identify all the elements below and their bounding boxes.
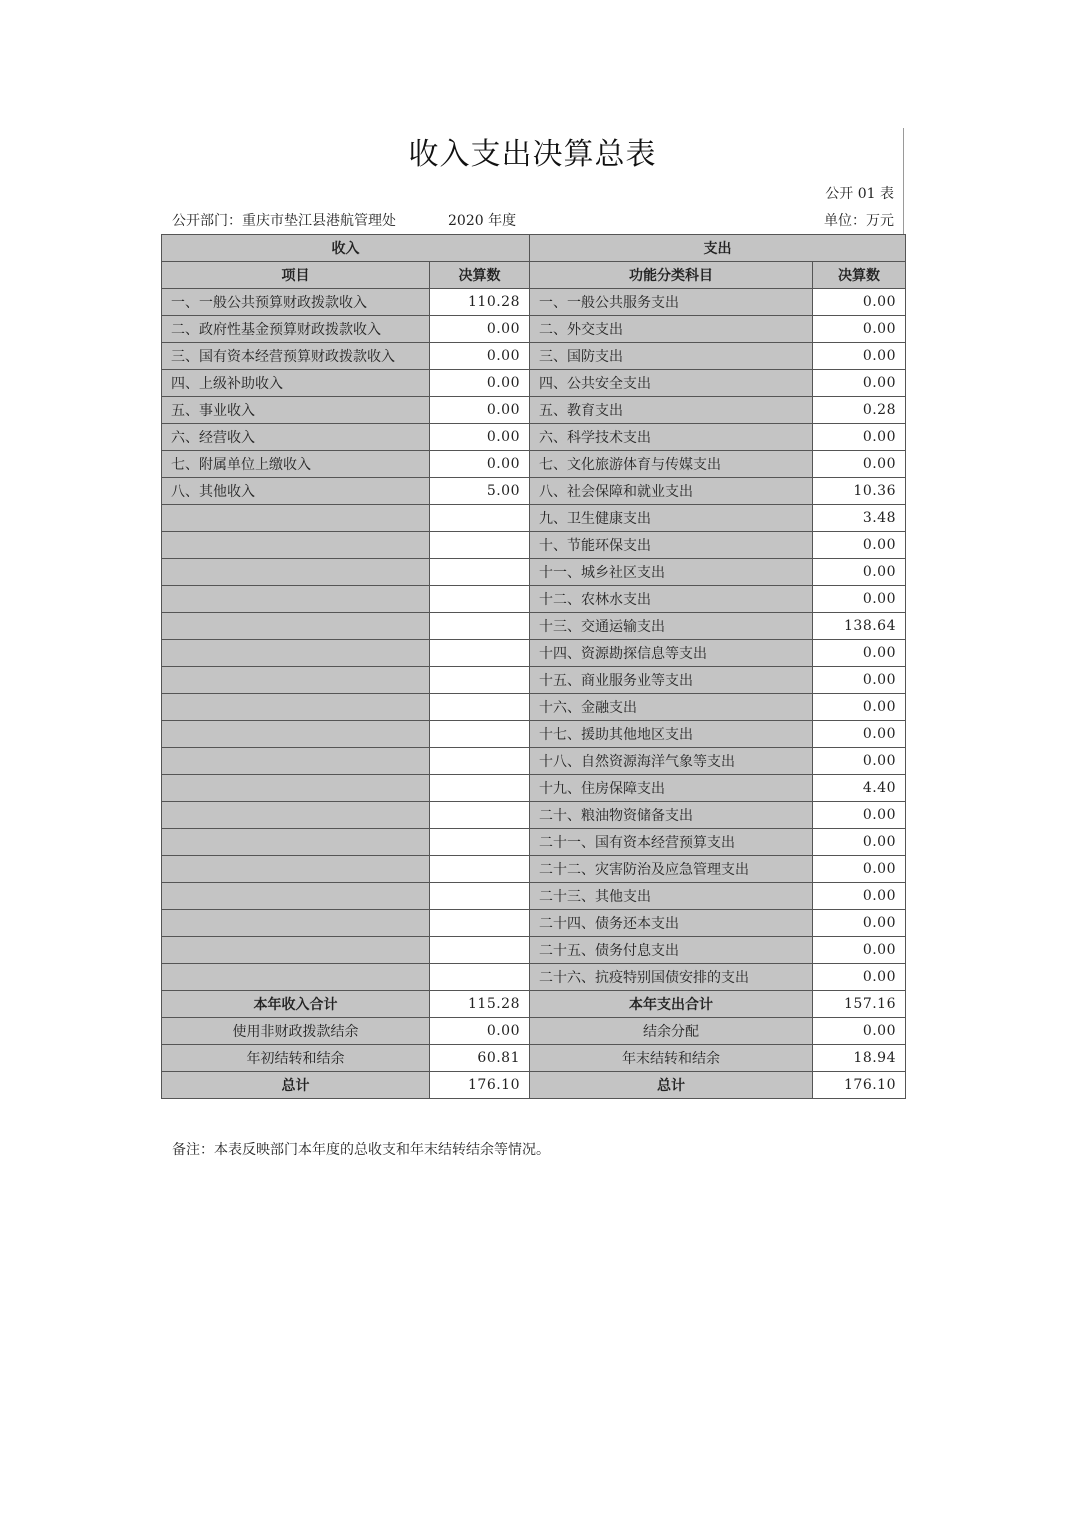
- income-item-cell: [162, 640, 430, 667]
- expense-amount-cell: 0.00: [813, 586, 906, 613]
- income-item-cell: [162, 559, 430, 586]
- expense-item-cell: 一、一般公共服务支出: [530, 289, 813, 316]
- income-amount-cell: [430, 505, 530, 532]
- expense-item-cell: 十八、自然资源海洋气象等支出: [530, 748, 813, 775]
- income-item-cell: [162, 856, 430, 883]
- income-amount-cell: 5.00: [430, 478, 530, 505]
- expense-total-amount: 176.10: [813, 1072, 906, 1099]
- income-amount-cell: [430, 964, 530, 991]
- expense-total-label: 总计: [530, 1072, 813, 1099]
- fiscal-year: 2020 年度: [448, 213, 517, 229]
- income-amount-cell: 0.00: [430, 424, 530, 451]
- income-total-amount: 60.81: [430, 1045, 530, 1072]
- expense-item-cell: 十九、住房保障支出: [530, 775, 813, 802]
- income-item-cell: 六、经营收入: [162, 424, 430, 451]
- income-item-cell: [162, 667, 430, 694]
- income-total-amount: 176.10: [430, 1072, 530, 1099]
- expense-amount-cell: 0.00: [813, 694, 906, 721]
- income-item-cell: [162, 505, 430, 532]
- income-item-cell: [162, 802, 430, 829]
- table-row: [162, 586, 906, 613]
- income-item-cell: [162, 694, 430, 721]
- table-row: [162, 451, 906, 478]
- income-amount-cell: [430, 829, 530, 856]
- income-total-amount: 115.28: [430, 991, 530, 1018]
- expense-total-label: 本年支出合计: [530, 991, 813, 1018]
- table-row: [162, 937, 906, 964]
- income-item-header: 项目: [162, 262, 430, 289]
- table-row: [162, 370, 906, 397]
- expense-amount-cell: 3.48: [813, 505, 906, 532]
- expense-total-amount: 18.94: [813, 1045, 906, 1072]
- expense-item-cell: 二十五、债务付息支出: [530, 937, 813, 964]
- income-total-label: 年初结转和结余: [162, 1045, 430, 1072]
- table-code: 公开 01 表: [825, 186, 894, 202]
- income-amount-cell: [430, 883, 530, 910]
- income-total-label: 本年收入合计: [162, 991, 430, 1018]
- income-amount-cell: 0.00: [430, 370, 530, 397]
- expense-item-cell: 十七、援助其他地区支出: [530, 721, 813, 748]
- expense-total-label: 结余分配: [530, 1018, 813, 1045]
- income-item-cell: [162, 829, 430, 856]
- income-amount-cell: [430, 937, 530, 964]
- income-total-label: 使用非财政拨款结余: [162, 1018, 430, 1045]
- table-row: [162, 397, 906, 424]
- expense-section-header: 支出: [530, 235, 906, 262]
- income-item-cell: [162, 721, 430, 748]
- table-row: [162, 343, 906, 370]
- expense-amount-cell: 138.64: [813, 613, 906, 640]
- table-row: [162, 559, 906, 586]
- income-item-cell: [162, 748, 430, 775]
- income-amount-cell: [430, 775, 530, 802]
- income-item-cell: [162, 910, 430, 937]
- income-amount-cell: [430, 640, 530, 667]
- expense-item-cell: 六、科学技术支出: [530, 424, 813, 451]
- table-row: [162, 748, 906, 775]
- income-item-cell: [162, 775, 430, 802]
- table-row: [162, 883, 906, 910]
- income-item-cell: 八、其他收入: [162, 478, 430, 505]
- expense-item-cell: 二十三、其他支出: [530, 883, 813, 910]
- expense-amount-cell: 0.00: [813, 451, 906, 478]
- expense-amount-cell: 0.00: [813, 289, 906, 316]
- expense-amount-cell: 0.00: [813, 343, 906, 370]
- income-amount-cell: [430, 748, 530, 775]
- expense-amount-cell: 0.00: [813, 910, 906, 937]
- table-row: [162, 829, 906, 856]
- expense-amount-cell: 10.36: [813, 478, 906, 505]
- table-row: [162, 424, 906, 451]
- income-section-header: 收入: [162, 235, 530, 262]
- expense-item-cell: 二十二、灾害防治及应急管理支出: [530, 856, 813, 883]
- total-row: [162, 991, 906, 1018]
- table-row: [162, 505, 906, 532]
- expense-item-cell: 二、外交支出: [530, 316, 813, 343]
- income-amount-cell: [430, 613, 530, 640]
- expense-amount-cell: 0.00: [813, 721, 906, 748]
- expense-amount-cell: 0.00: [813, 964, 906, 991]
- income-amount-cell: [430, 559, 530, 586]
- expense-item-cell: 十、节能环保支出: [530, 532, 813, 559]
- expense-item-cell: 七、文化旅游体育与传媒支出: [530, 451, 813, 478]
- expense-amount-cell: 0.00: [813, 640, 906, 667]
- table-row: [162, 289, 906, 316]
- expense-amount-cell: 0.00: [813, 316, 906, 343]
- expense-item-cell: 八、社会保障和就业支出: [530, 478, 813, 505]
- table-row: [162, 910, 906, 937]
- table-row: [162, 802, 906, 829]
- expense-amount-cell: 0.00: [813, 856, 906, 883]
- income-item-cell: [162, 613, 430, 640]
- expense-item-cell: 五、教育支出: [530, 397, 813, 424]
- income-amount-cell: [430, 667, 530, 694]
- section-header-row: [162, 235, 906, 262]
- table-row: [162, 964, 906, 991]
- income-amount-cell: 110.28: [430, 289, 530, 316]
- income-item-cell: [162, 964, 430, 991]
- total-row: [162, 1045, 906, 1072]
- income-item-cell: [162, 586, 430, 613]
- income-amount-cell: 0.00: [430, 343, 530, 370]
- table-row: [162, 613, 906, 640]
- expense-amount-cell: 0.00: [813, 559, 906, 586]
- expense-amount-cell: 0.00: [813, 937, 906, 964]
- table-row: [162, 721, 906, 748]
- income-amount-cell: [430, 532, 530, 559]
- income-item-cell: 五、事业收入: [162, 397, 430, 424]
- income-amount-cell: [430, 694, 530, 721]
- table-row: [162, 694, 906, 721]
- income-amount-cell: [430, 802, 530, 829]
- expense-amount-cell: 0.00: [813, 883, 906, 910]
- expense-item-cell: 十四、资源勘探信息等支出: [530, 640, 813, 667]
- table-row: [162, 667, 906, 694]
- table-row: [162, 316, 906, 343]
- table-row: [162, 775, 906, 802]
- expense-item-cell: 二十六、抗疫特别国债安排的支出: [530, 964, 813, 991]
- expense-item-cell: 四、公共安全支出: [530, 370, 813, 397]
- expense-item-cell: 十一、城乡社区支出: [530, 559, 813, 586]
- table-row: [162, 478, 906, 505]
- expense-total-amount: 0.00: [813, 1018, 906, 1045]
- income-amount-cell: [430, 856, 530, 883]
- expense-item-cell: 二十一、国有资本经营预算支出: [530, 829, 813, 856]
- expense-total-label: 年末结转和结余: [530, 1045, 813, 1072]
- expense-item-cell: 九、卫生健康支出: [530, 505, 813, 532]
- income-item-cell: 一、一般公共预算财政拨款收入: [162, 289, 430, 316]
- expense-item-cell: 十二、农林水支出: [530, 586, 813, 613]
- expense-amount-cell: 0.28: [813, 397, 906, 424]
- expense-item-cell: 二十四、债务还本支出: [530, 910, 813, 937]
- expense-amount-cell: 0.00: [813, 802, 906, 829]
- income-amount-cell: [430, 586, 530, 613]
- income-amount-cell: [430, 721, 530, 748]
- expense-amount-cell: 0.00: [813, 370, 906, 397]
- table-row: [162, 640, 906, 667]
- income-item-cell: 四、上级补助收入: [162, 370, 430, 397]
- expense-amount-header: 决算数: [813, 262, 906, 289]
- department-label: 公开部门：重庆市垫江县港航管理处: [172, 213, 396, 229]
- income-amount-cell: [430, 910, 530, 937]
- table-row: [162, 856, 906, 883]
- expense-item-cell: 三、国防支出: [530, 343, 813, 370]
- expense-amount-cell: 0.00: [813, 424, 906, 451]
- expense-item-cell: 二十、粮油物资储备支出: [530, 802, 813, 829]
- income-item-cell: [162, 883, 430, 910]
- income-total-label: 总计: [162, 1072, 430, 1099]
- income-item-cell: 七、附属单位上缴收入: [162, 451, 430, 478]
- expense-amount-cell: 4.40: [813, 775, 906, 802]
- total-row: [162, 1072, 906, 1099]
- expense-item-cell: 十六、金融支出: [530, 694, 813, 721]
- income-total-amount: 0.00: [430, 1018, 530, 1045]
- page-title: 收入支出决算总表: [408, 137, 657, 172]
- expense-function-header: 功能分类科目: [530, 262, 813, 289]
- footnote: 备注：本表反映部门本年度的总收支和年末结转结余等情况。: [172, 1142, 550, 1158]
- total-row: [162, 1018, 906, 1045]
- income-amount-cell: 0.00: [430, 397, 530, 424]
- expense-item-cell: 十五、商业服务业等支出: [530, 667, 813, 694]
- expense-amount-cell: 0.00: [813, 829, 906, 856]
- income-amount-cell: 0.00: [430, 451, 530, 478]
- income-item-cell: 二、政府性基金预算财政拨款收入: [162, 316, 430, 343]
- income-item-cell: 三、国有资本经营预算财政拨款收入: [162, 343, 430, 370]
- income-expense-table: [161, 234, 906, 1099]
- income-amount-cell: 0.00: [430, 316, 530, 343]
- expense-amount-cell: 0.00: [813, 748, 906, 775]
- income-item-cell: [162, 937, 430, 964]
- expense-total-amount: 157.16: [813, 991, 906, 1018]
- expense-amount-cell: 0.00: [813, 532, 906, 559]
- expense-amount-cell: 0.00: [813, 667, 906, 694]
- income-item-cell: [162, 532, 430, 559]
- expense-item-cell: 十三、交通运输支出: [530, 613, 813, 640]
- column-header-row: [162, 262, 906, 289]
- unit-label: 单位：万元: [824, 213, 894, 229]
- table-row: [162, 532, 906, 559]
- income-amount-header: 决算数: [430, 262, 530, 289]
